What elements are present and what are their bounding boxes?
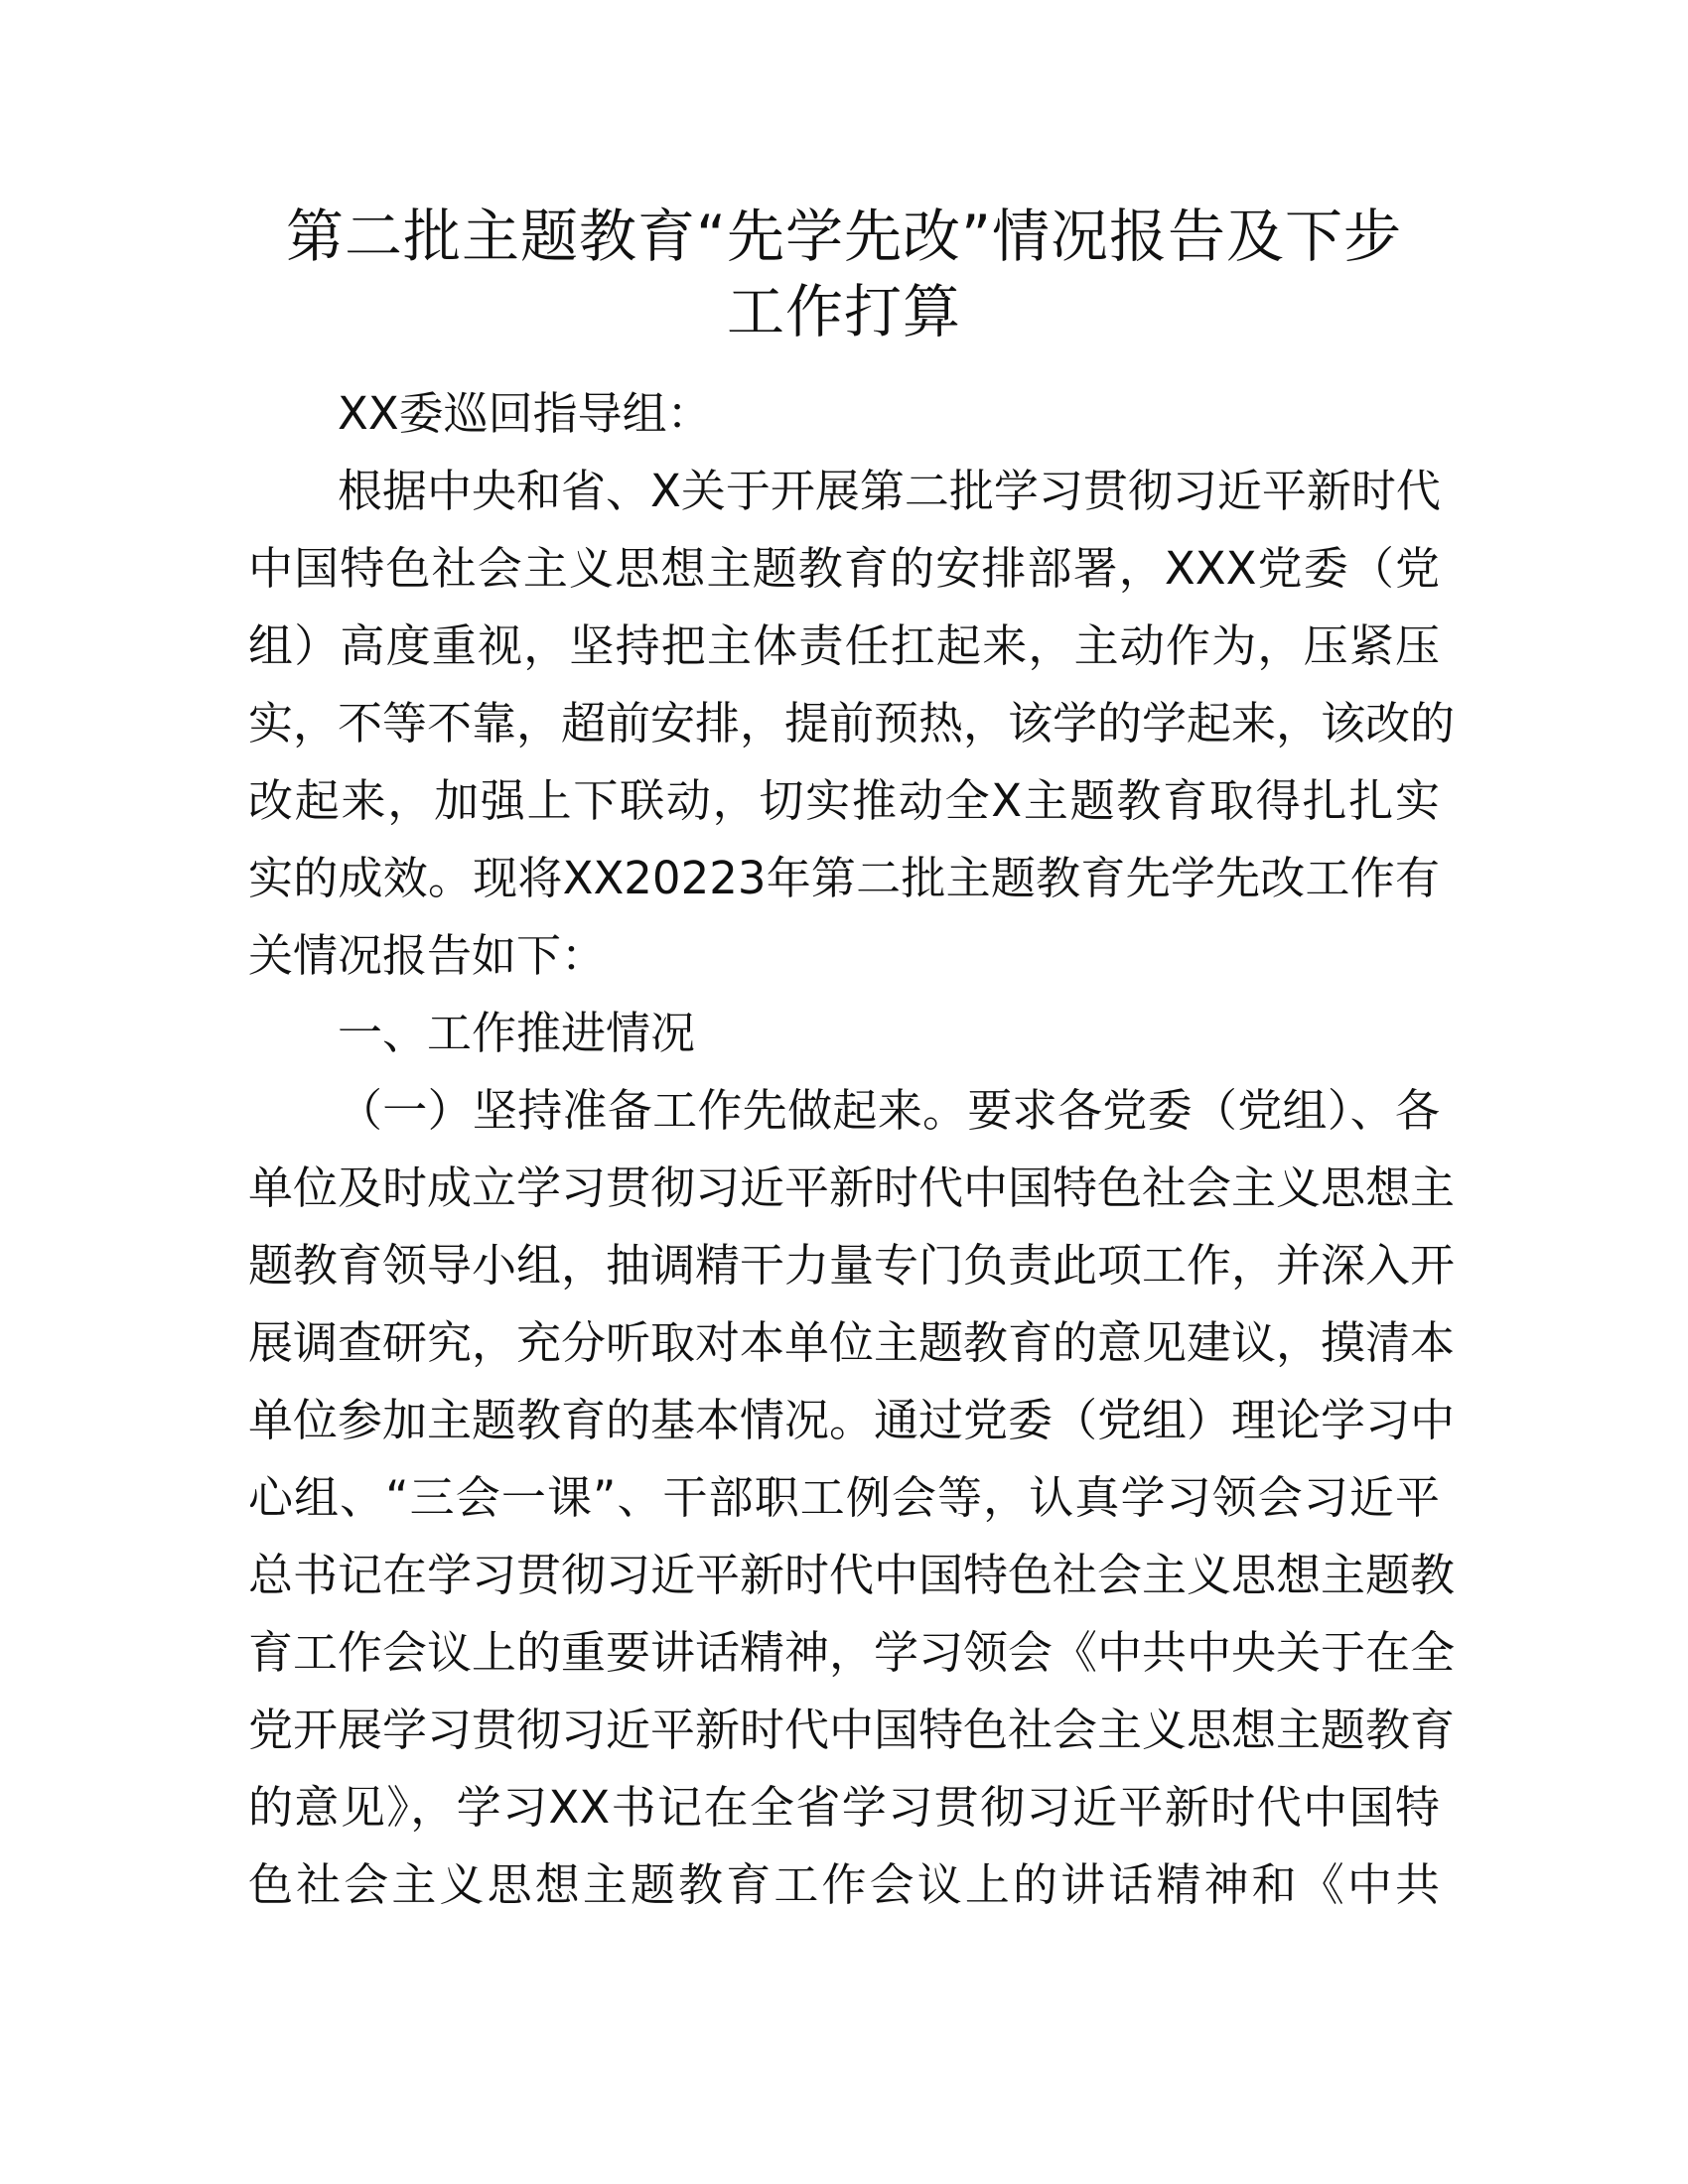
document-body <box>248 375 1456 1924</box>
paragraph-2-line: 单位及时成立学习贯彻习近平新时代中国特色社会主义思想主 <box>248 1161 1456 1214</box>
paragraph-1-line: 实，不等不靠，超前安排，提前预热，该学的学起来，该改的 <box>248 697 1456 750</box>
salutation: XX委巡回指导组： <box>338 387 712 440</box>
paragraph-2-line: 党开展学习贯彻习近平新时代中国特色社会主义思想主题教育 <box>248 1704 1456 1756</box>
paragraph-1-line: 关情况报告如下： <box>248 929 607 982</box>
paragraph-1-line: 改起来，加强上下联动，切实推动全X主题教育取得扎扎实 <box>248 774 1440 827</box>
paragraph-2-line: 的意见》，学习XX书记在全省学习贯彻习近平新时代中国特 <box>248 1781 1440 1834</box>
section-1-heading: 一、工作推进情况 <box>338 1007 696 1059</box>
paragraph-2-line: 总书记在学习贯彻习近平新时代中国特色社会主义思想主题教 <box>248 1549 1456 1601</box>
paragraph-1-line: 根据中央和省、X关于开展第二批学习贯彻习近平新时代 <box>338 465 1441 517</box>
paragraph-2-line: 单位参加主题教育的基本情况。通过党委（党组）理论学习中 <box>248 1394 1456 1446</box>
paragraph-2-line: （一）坚持准备工作先做起来。要求各党委（党组）、各 <box>338 1084 1440 1137</box>
paragraph-2-line: 色社会主义思想主题教育工作会议上的讲话精神和《中共 <box>248 1858 1440 1911</box>
document-title-line-1: 第二批主题教育“先学先改”情况报告及下步 <box>285 203 1403 270</box>
paragraph-1-line: 中国特色社会主义思想主题教育的安排部署，XXX党委（党 <box>248 542 1440 595</box>
paragraph-2-line: 心组、“三会一课”、干部职工例会等，认真学习领会习近平 <box>248 1471 1440 1524</box>
document-title-line-2: 工作打算 <box>726 278 961 345</box>
paragraph-2-line: 展调查研究，充分听取对本单位主题教育的意见建议，摸清本 <box>248 1316 1456 1369</box>
paragraph-1-line: 实的成效。现将XX20223年第二批主题教育先学先改工作有 <box>248 852 1440 904</box>
paragraph-2-line: 题教育领导小组，抽调精干力量专门负责此项工作，并深入开 <box>248 1239 1456 1292</box>
paragraph-2-line: 育工作会议上的重要讲话精神，学习领会《中共中央关于在全 <box>248 1626 1456 1679</box>
paragraph-1-line: 组）高度重视，坚持把主体责任扛起来，主动作为，压紧压 <box>248 619 1440 672</box>
